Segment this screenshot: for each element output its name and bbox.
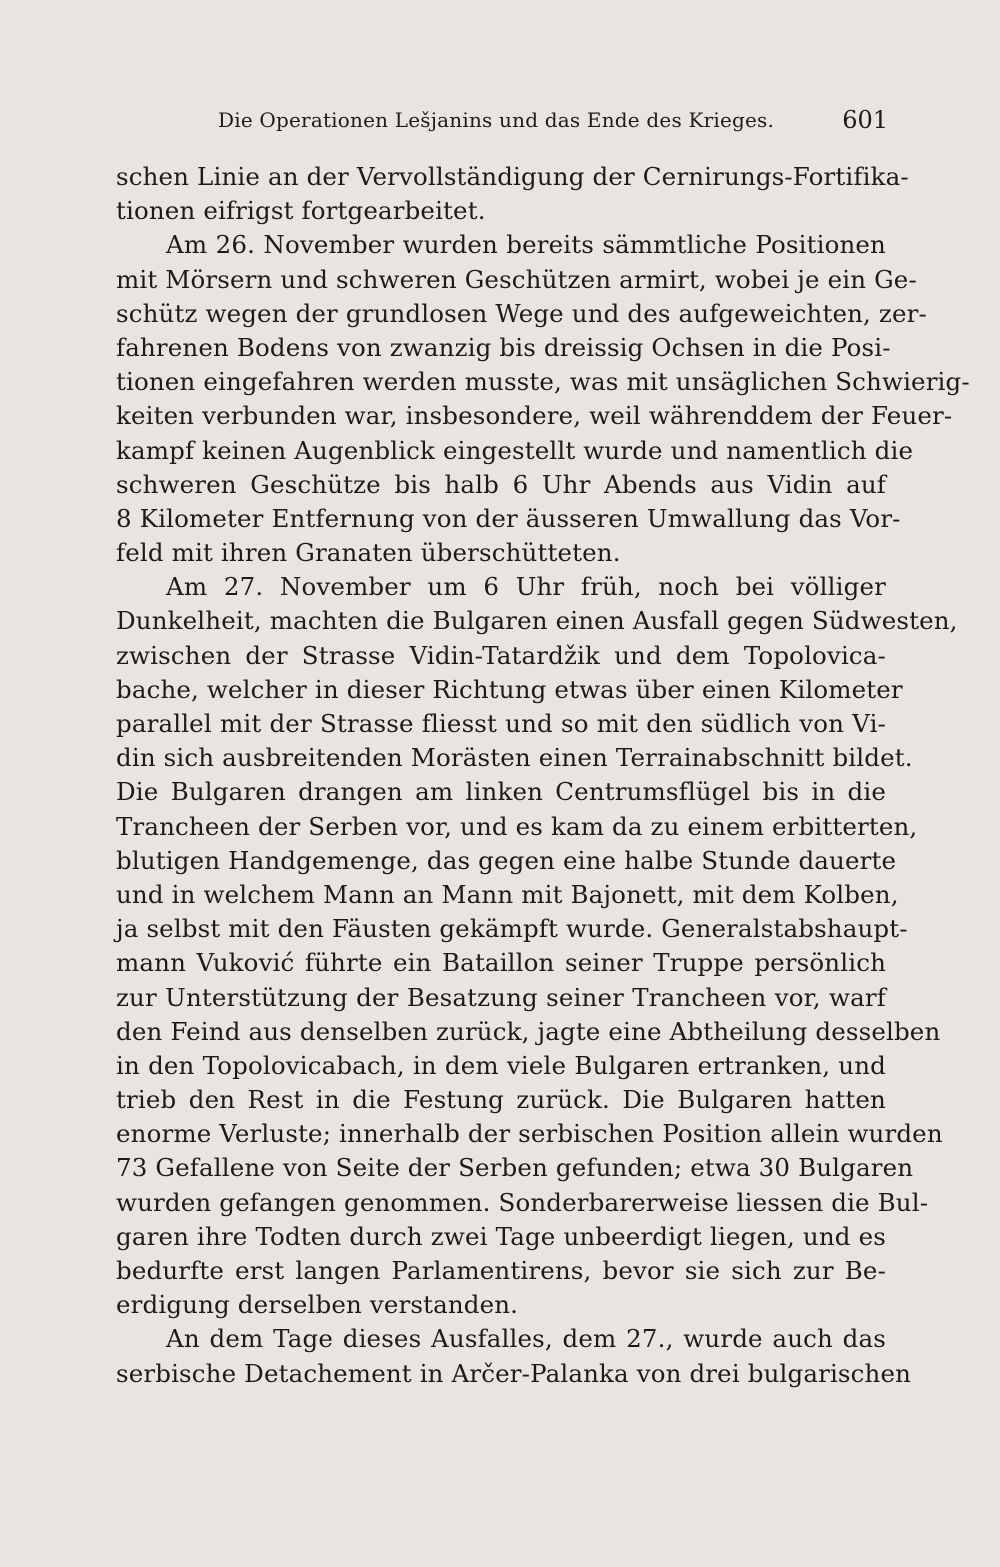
text-line: Am 26. November wurden bereits sämmtliche Positionen xyxy=(166,230,886,260)
text-line: trieb den Rest in die Festung zurück. Die Bulgaren hatten xyxy=(116,1085,886,1115)
text-line: tionen eifrigst fortgearbeitet. xyxy=(116,196,486,226)
text-line: schen Linie an der Vervollständigung der Cernirungs-Fortifika- xyxy=(116,162,909,191)
text-line: feld mit ihren Granaten überschütteten. xyxy=(116,538,621,568)
text-line: schütz wegen der grundlosen Wege und des aufgeweichten, zer- xyxy=(116,298,927,328)
text-line: serbische Detachement in Arčer-Palanka von drei bulgarischen xyxy=(116,1358,912,1388)
text-line: 8 Kilometer Entfernung von der äusseren Umwallung das Vor- xyxy=(116,503,901,533)
text-line: mann Vuković führte ein Bataillon seiner Truppe persönlich xyxy=(116,948,886,978)
text-line: tionen eingefahren werden musste, was mit unsäglichen Schwierig- xyxy=(116,367,970,397)
body-text xyxy=(116,160,970,1391)
text-line: 73 Gefallene von Seite der Serben gefunden; etwa 30 Bulgaren xyxy=(116,1153,914,1183)
text-line: keiten verbunden war, insbesondere, weil währenddem der Feuer- xyxy=(116,401,953,431)
text-line: den Feind aus denselben zurück, jagte eine Abtheilung desselben xyxy=(116,1016,941,1046)
text-line: Trancheen der Serben vor, und es kam da zu einem erbitterten, xyxy=(116,811,918,841)
text-line: schweren Geschütze bis halb 6 Uhr Abends aus Vidin auf xyxy=(116,469,886,499)
text-line: zwischen der Strasse Vidin-Tatardžik und dem Topolovica- xyxy=(116,640,886,670)
text-line: parallel mit der Strasse fliesst und so mit den südlich von Vi- xyxy=(116,709,886,738)
text-line: enorme Verluste; innerhalb der serbischen Position allein wurden xyxy=(116,1119,943,1149)
text-line: garen ihre Todten durch zwei Tage unbeerdigt liegen, und es xyxy=(116,1221,886,1251)
page-number: 601 xyxy=(842,106,888,134)
text-line: Die Bulgaren drangen am linken Centrumsflügel bis in die xyxy=(116,777,886,807)
text-line: kampf keinen Augenblick eingestellt wurde und namentlich die xyxy=(116,435,914,465)
text-line: in den Topolovicabach, in dem viele Bulgaren ertranken, und xyxy=(116,1050,886,1080)
text-line: bedurfte erst langen Parlamentirens, bevor sie sich zur Be- xyxy=(116,1256,886,1285)
text-line: erdigung derselben verstanden. xyxy=(116,1290,519,1320)
text-line: und in welchem Mann an Mann mit Bajonett, mit dem Kolben, xyxy=(116,879,899,909)
text-line: din sich ausbreitenden Morästen einen Terrainabschnitt bildet. xyxy=(116,743,913,773)
text-line: zur Unterstützung der Besatzung seiner Trancheen vor, warf xyxy=(116,982,886,1012)
text-line: fahrenen Bodens von zwanzig bis dreissig Ochsen in die Posi- xyxy=(116,332,891,362)
page-header xyxy=(112,106,888,140)
text-line: An dem Tage dieses Ausfalles, dem 27., wurde auch das xyxy=(166,1324,886,1354)
text-line: wurden gefangen genommen. Sonderbarerweise liessen die Bul- xyxy=(116,1187,929,1217)
text-line: blutigen Handgemenge, das gegen eine halbe Stunde dauerte xyxy=(116,845,897,875)
text-line: Am 27. November um 6 Uhr früh, noch bei völliger xyxy=(166,572,886,602)
text-line: bache, welcher in dieser Richtung etwas über einen Kilometer xyxy=(116,674,903,704)
text-line: Dunkelheit, machten die Bulgaren einen Ausfall gegen Südwesten, xyxy=(116,606,958,636)
text-line: mit Mörsern und schweren Geschützen armirt, wobei je ein Ge- xyxy=(116,264,917,294)
text-line: ja selbst mit den Fäusten gekämpft wurde. Generalstabshaupt- xyxy=(116,914,908,944)
running-head: Die Operationen Lešjanins und das Ende des Krieges. xyxy=(218,108,775,132)
